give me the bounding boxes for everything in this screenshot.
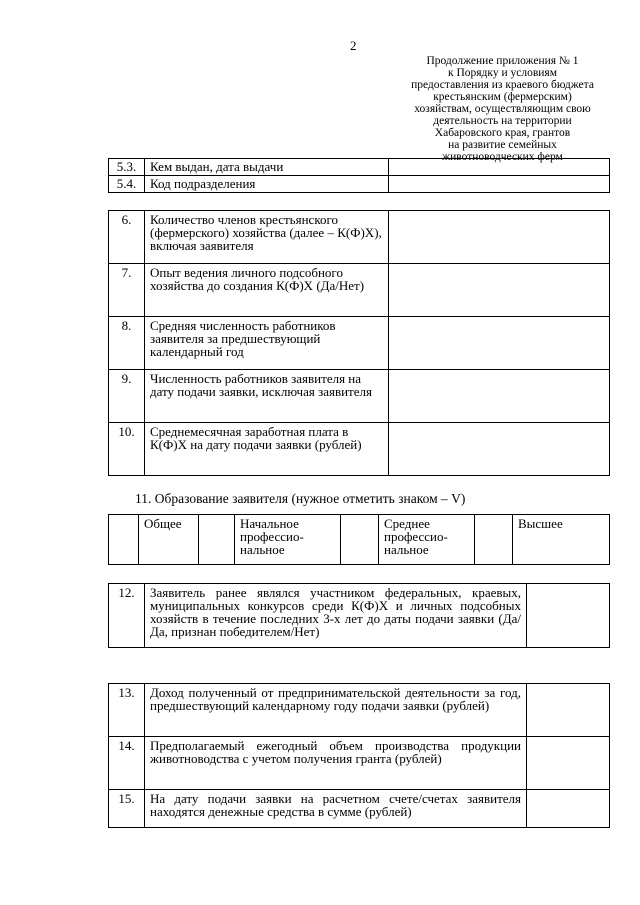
farm-info-table — [108, 210, 610, 476]
education-title: 11. Образование заявителя (нужное отметить знаком – V) — [135, 491, 466, 506]
table-row — [109, 211, 610, 264]
row-number: 10. — [109, 423, 145, 476]
header-line: деятельность на территории — [433, 115, 572, 127]
finance-table — [108, 683, 610, 828]
row-label: Численность работников заявителя на дату подачи заявки, исключая заявителя — [145, 370, 389, 423]
education-option: Общее — [139, 515, 199, 565]
table-row — [109, 370, 610, 423]
header-line: к Порядку и условиям — [448, 67, 557, 79]
row-label: Доход полученный от предпринимательской деятельности за год, предшествующий календарному году подачи заявки (рублей) — [145, 684, 527, 737]
table-row — [109, 159, 610, 176]
table-row — [109, 684, 610, 737]
row-number: 5.4. — [109, 176, 145, 193]
row-label: Среднемесячная заработная плата в К(Ф)Х на дату подачи заявки (рублей) — [145, 423, 389, 476]
row-number: 12. — [109, 584, 145, 648]
row-number: 5.3. — [109, 159, 145, 176]
education-checkbox-cell[interactable] — [109, 515, 139, 565]
table-row — [109, 264, 610, 317]
header-line: хозяйствам, осуществляющим свою — [414, 103, 591, 115]
value-cell[interactable] — [389, 264, 610, 317]
row-label: Количество членов крестьянского (фермерского) хозяйства (далее – К(Ф)Х), включая заявителя — [145, 211, 389, 264]
education-option: Начальное профессио- нальное — [235, 515, 341, 565]
header-line: крестьянским (фермерским) — [433, 91, 572, 103]
row-label: Средняя численность работников заявителя за предшествующий календарный год — [145, 317, 389, 370]
value-cell[interactable] — [389, 370, 610, 423]
row-label: Предполагаемый ежегодный объем производства продукции животноводства с учетом получения гранта (рублей) — [145, 737, 527, 790]
row-number: 7. — [109, 264, 145, 317]
education-checkbox-cell[interactable] — [341, 515, 379, 565]
education-option: Среднее профессио- нальное — [379, 515, 475, 565]
header-line: предоставления из краевого бюджета — [411, 79, 594, 91]
table-row — [109, 317, 610, 370]
education-option: Высшее — [513, 515, 610, 565]
value-cell[interactable] — [389, 423, 610, 476]
row-label: Кем выдан, дата выдачи — [145, 159, 389, 176]
value-cell[interactable] — [389, 159, 610, 176]
passport-table — [108, 158, 610, 193]
header-line: животноводческих ферм — [442, 151, 563, 163]
education-checkbox-cell[interactable] — [199, 515, 235, 565]
row-number: 14. — [109, 737, 145, 790]
table-row — [109, 790, 610, 828]
value-cell[interactable] — [527, 684, 610, 737]
row-number: 13. — [109, 684, 145, 737]
header-line: Хабаровского края, грантов — [434, 127, 571, 139]
education-table — [108, 514, 610, 565]
contests-table — [108, 583, 610, 648]
table-row — [109, 423, 610, 476]
row-label: Код подразделения — [145, 176, 389, 193]
row-label: На дату подачи заявки на расчетном счете/счетах заявителя находятся денежные средства в сумме (рублей) — [145, 790, 527, 828]
row-number: 9. — [109, 370, 145, 423]
value-cell[interactable] — [389, 317, 610, 370]
value-cell[interactable] — [527, 790, 610, 828]
header-line: на развитие семейных — [448, 139, 557, 151]
value-cell[interactable] — [389, 211, 610, 264]
row-number: 6. — [109, 211, 145, 264]
value-cell[interactable] — [527, 737, 610, 790]
table-row — [109, 737, 610, 790]
value-cell[interactable] — [527, 584, 610, 648]
table-row — [109, 176, 610, 193]
value-cell[interactable] — [389, 176, 610, 193]
table-row — [109, 515, 610, 565]
table-row — [109, 584, 610, 648]
row-label: Опыт ведения личного подсобного хозяйства до создания К(Ф)Х (Да/Нет) — [145, 264, 389, 317]
page-number: 2 — [350, 38, 357, 53]
appendix-header — [395, 55, 610, 163]
row-number: 15. — [109, 790, 145, 828]
education-checkbox-cell[interactable] — [475, 515, 513, 565]
row-label: Заявитель ранее являлся участником федеральных, краевых, муниципальных конкурсов среди К(Ф)Х и личных подсобных хозяйств в течение последних 3-х лет до даты подачи заявки (Да/Да, признан победителем/Нет) — [145, 584, 527, 648]
row-number: 8. — [109, 317, 145, 370]
header-line: Продолжение приложения № 1 — [426, 55, 579, 67]
